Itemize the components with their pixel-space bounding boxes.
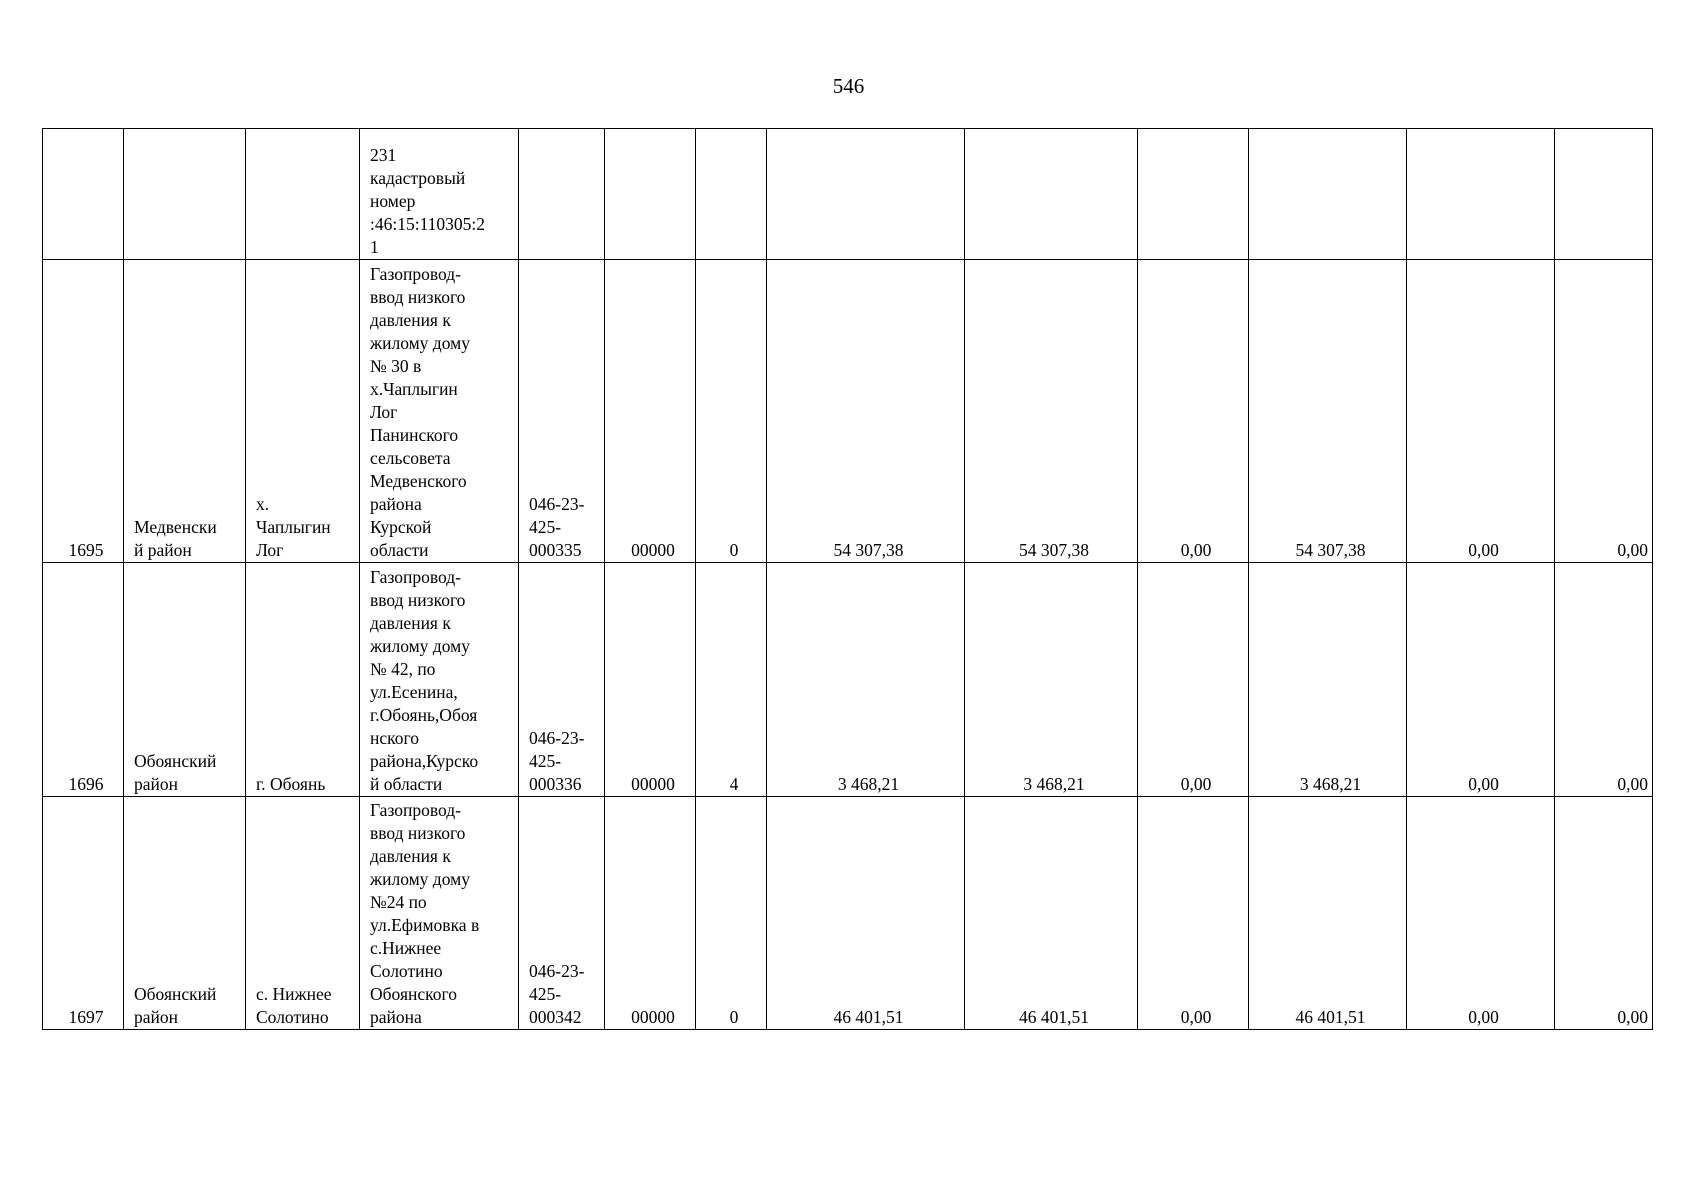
table-row xyxy=(43,797,1653,1030)
row-number-cell: 1696 xyxy=(43,563,124,797)
value-cell-2: 3 468,21 xyxy=(965,563,1138,797)
object-name-cell: Газопровод- ввод низкого давления к жилому дому №24 по ул.Ефимовка в с.Нижнее Солотино Обоянского района xyxy=(360,797,519,1030)
locality-cell xyxy=(246,129,360,260)
page-number: 546 xyxy=(832,74,865,98)
row-number-cell xyxy=(43,129,124,260)
value-cell-5 xyxy=(1407,129,1555,260)
object-name-cell: 231 кадастровый номер :46:15:110305:2 1 xyxy=(360,129,519,260)
value-cell-3: 0,00 xyxy=(1138,563,1249,797)
table-row xyxy=(43,260,1653,563)
value-cell-3 xyxy=(1138,129,1249,260)
row-number-cell: 1695 xyxy=(43,260,124,563)
value-cell-4: 46 401,51 xyxy=(1249,797,1407,1030)
code-cell: 00000 xyxy=(605,563,696,797)
value-cell-2 xyxy=(965,129,1138,260)
value-cell-6: 0,00 xyxy=(1555,260,1653,563)
locality-cell: с. Нижнее Солотино xyxy=(246,797,360,1030)
value-cell-1: 3 468,21 xyxy=(767,563,965,797)
value-cell-6: 0,00 xyxy=(1555,563,1653,797)
value-cell-6 xyxy=(1555,129,1653,260)
district-cell: Обоянский район xyxy=(124,797,246,1030)
value-cell-3: 0,00 xyxy=(1138,797,1249,1030)
inventory-code-cell xyxy=(519,129,605,260)
code-cell xyxy=(605,129,696,260)
inventory-code-cell: 046-23- 425- 000336 xyxy=(519,563,605,797)
value-cell-2: 46 401,51 xyxy=(965,797,1138,1030)
count-cell xyxy=(696,129,767,260)
locality-cell: х. Чаплыгин Лог xyxy=(246,260,360,563)
value-cell-4: 54 307,38 xyxy=(1249,260,1407,563)
object-name-cell: Газопровод- ввод низкого давления к жилому дому № 30 в х.Чаплыгин Лог Панинского сельсовета Медвенского района Курской области xyxy=(360,260,519,563)
value-cell-6: 0,00 xyxy=(1555,797,1653,1030)
registry-table xyxy=(42,128,1653,1030)
district-cell: Медвенски й район xyxy=(124,260,246,563)
value-cell-2: 54 307,38 xyxy=(965,260,1138,563)
inventory-code-cell: 046-23- 425- 000342 xyxy=(519,797,605,1030)
value-cell-4 xyxy=(1249,129,1407,260)
district-cell: Обоянский район xyxy=(124,563,246,797)
locality-cell: г. Обоянь xyxy=(246,563,360,797)
table-row xyxy=(43,129,1653,260)
row-number-cell: 1697 xyxy=(43,797,124,1030)
count-cell: 0 xyxy=(696,797,767,1030)
code-cell: 00000 xyxy=(605,797,696,1030)
value-cell-5: 0,00 xyxy=(1407,260,1555,563)
value-cell-1 xyxy=(767,129,965,260)
value-cell-3: 0,00 xyxy=(1138,260,1249,563)
value-cell-1: 46 401,51 xyxy=(767,797,965,1030)
value-cell-5: 0,00 xyxy=(1407,563,1555,797)
value-cell-5: 0,00 xyxy=(1407,797,1555,1030)
value-cell-4: 3 468,21 xyxy=(1249,563,1407,797)
inventory-code-cell: 046-23- 425- 000335 xyxy=(519,260,605,563)
district-cell xyxy=(124,129,246,260)
table-row xyxy=(43,563,1653,797)
count-cell: 0 xyxy=(696,260,767,563)
value-cell-1: 54 307,38 xyxy=(767,260,965,563)
count-cell: 4 xyxy=(696,563,767,797)
code-cell: 00000 xyxy=(605,260,696,563)
object-name-cell: Газопровод- ввод низкого давления к жилому дому № 42, по ул.Есенина, г.Обоянь,Обоя нского района,Курско й области xyxy=(360,563,519,797)
